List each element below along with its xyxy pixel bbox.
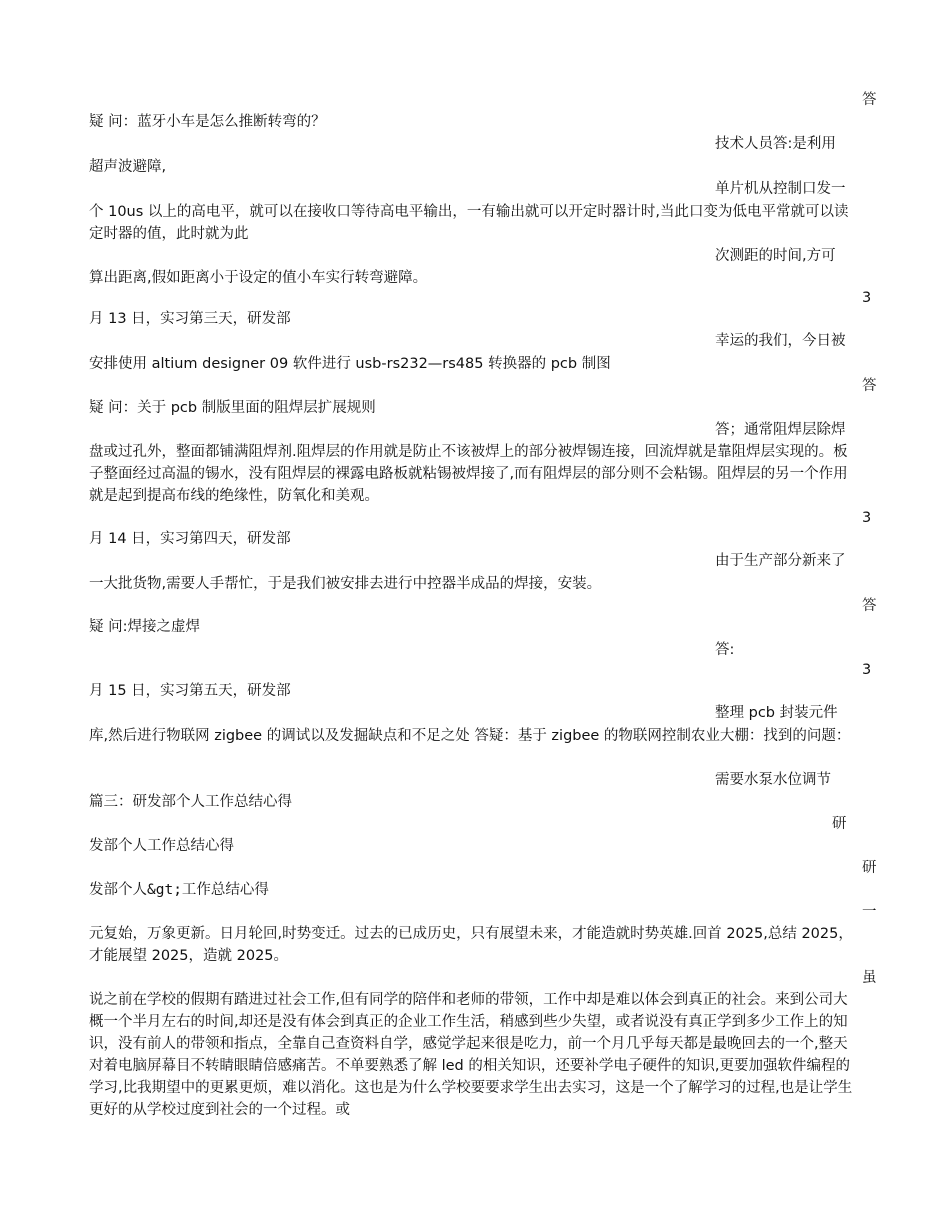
text-line: 答 bbox=[862, 92, 877, 108]
text-line: 研 bbox=[862, 860, 877, 876]
question-line: 疑 问:焊接之虚焊 bbox=[89, 619, 200, 635]
text-line: 研 bbox=[832, 816, 847, 832]
body-paragraph: 个 10us 以上的高电平，就可以在接收口等待高电平输出，一有输出就可以开定时器计时,当此口变为低电平常就可以读定时器的值，此时就为此 bbox=[89, 204, 849, 242]
body-paragraph: 盘或过孔外，整面都铺满阻焊剂.阻焊层的作用就是防止不该被焊上的部分被焊锡连接，回流焊就是靠阻焊层实现的。板子整面经过高温的锡水，没有阻焊层的裸露电路板就粘锡被焊接了,而有阻焊层的部分则不会粘锡。阻焊层的另一个作用就是起到提高布线的绝缘性，防氧化和美观。 bbox=[89, 444, 848, 504]
question-line: 疑 问：蓝牙小车是怎么推断转弯的？ bbox=[89, 114, 326, 130]
text-line: 虽 bbox=[862, 970, 877, 986]
text-line: 技术人员答:是利用 bbox=[715, 136, 836, 152]
text-line: 由于生产部分新来了 bbox=[715, 553, 846, 569]
date-heading: 月 14 日，实习第四天，研发部 bbox=[89, 531, 291, 547]
text-line: 整理 pcb 封装元件 bbox=[715, 705, 838, 721]
text-line: 3 bbox=[862, 290, 872, 306]
text-line: 幸运的我们，今日被 bbox=[715, 333, 846, 349]
text-line: 安排使用 altium designer 09 软件进行 usb-rs232—rs485 转换器的 pcb 制图 bbox=[89, 356, 611, 372]
text-line: 一大批货物,需要人手帮忙，于是我们被安排去进行中控器半成品的焊接，安装。 bbox=[89, 576, 602, 592]
text-line: 答 bbox=[862, 598, 877, 614]
text-line: 答: bbox=[715, 642, 735, 658]
text-line: 次测距的时间,方可 bbox=[715, 248, 836, 264]
date-heading: 月 15 日，实习第五天，研发部 bbox=[89, 683, 291, 699]
body-paragraph: 元复始，万象更新。日月轮回,时势变迁。过去的已成历史，只有展望未来，才能造就时势英雄.回首 2025,总结 2025，才能展望 2025，造就 2025。 bbox=[89, 926, 853, 964]
text-line: 答；通常阻焊层除焊 bbox=[715, 422, 846, 438]
text-line: 发部个人工作总结心得 bbox=[89, 838, 234, 854]
section-heading: 篇三：研发部个人工作总结心得 bbox=[89, 794, 292, 810]
text-line: 答 bbox=[862, 378, 877, 394]
text-line: 算出距离,假如距离小于设定的值小车实行转弯避障。 bbox=[89, 270, 428, 286]
text-line: 3 bbox=[862, 662, 872, 678]
question-line: 疑 问：关于 pcb 制版里面的阻焊层扩展规则 bbox=[89, 400, 376, 416]
text-line: 单片机从控制口发一 bbox=[715, 181, 846, 197]
text-line: 3 bbox=[862, 510, 872, 526]
text-line: 一 bbox=[862, 904, 877, 920]
date-heading: 月 13 日，实习第三天，研发部 bbox=[89, 311, 291, 327]
body-paragraph: 库,然后进行物联网 zigbee 的调试以及发掘缺点和不足之处 答疑：基于 zigbee 的物联网控制农业大棚：找到的问题： bbox=[89, 728, 851, 744]
text-line: 发部个人&gt;工作总结心得 bbox=[89, 882, 269, 898]
text-line: 超声波避障, bbox=[89, 159, 167, 175]
text-line: 需要水泵水位调节 bbox=[715, 772, 831, 788]
body-paragraph: 说之前在学校的假期有踏进过社会工作,但有同学的陪伴和老师的带领，工作中却是难以体会到真正的社会。来到公司大概一个半月左右的时间,却还是没有体会到真正的企业工作生活，稍感到些少失望，或者说没有真正学到多少工作上的知识，没有前人的带领和指点，全靠自己查资料自学，感觉学起来很是吃力，前一个月几乎每天都是最晚回去的一个,整天对着电脑屏幕目不转睛眼睛倍感痛苦。不单要熟悉了解 led 的相关知识，还要补学电子硬件的知识,更要加强软件编程的学习,比我期望中的更累更烦，难以消化。这也是为什么学校要要求学生出去实习，这是一个了解学习的过程,也是让学生更好的从学校过度到社会的一个过程。或 bbox=[89, 992, 853, 1118]
